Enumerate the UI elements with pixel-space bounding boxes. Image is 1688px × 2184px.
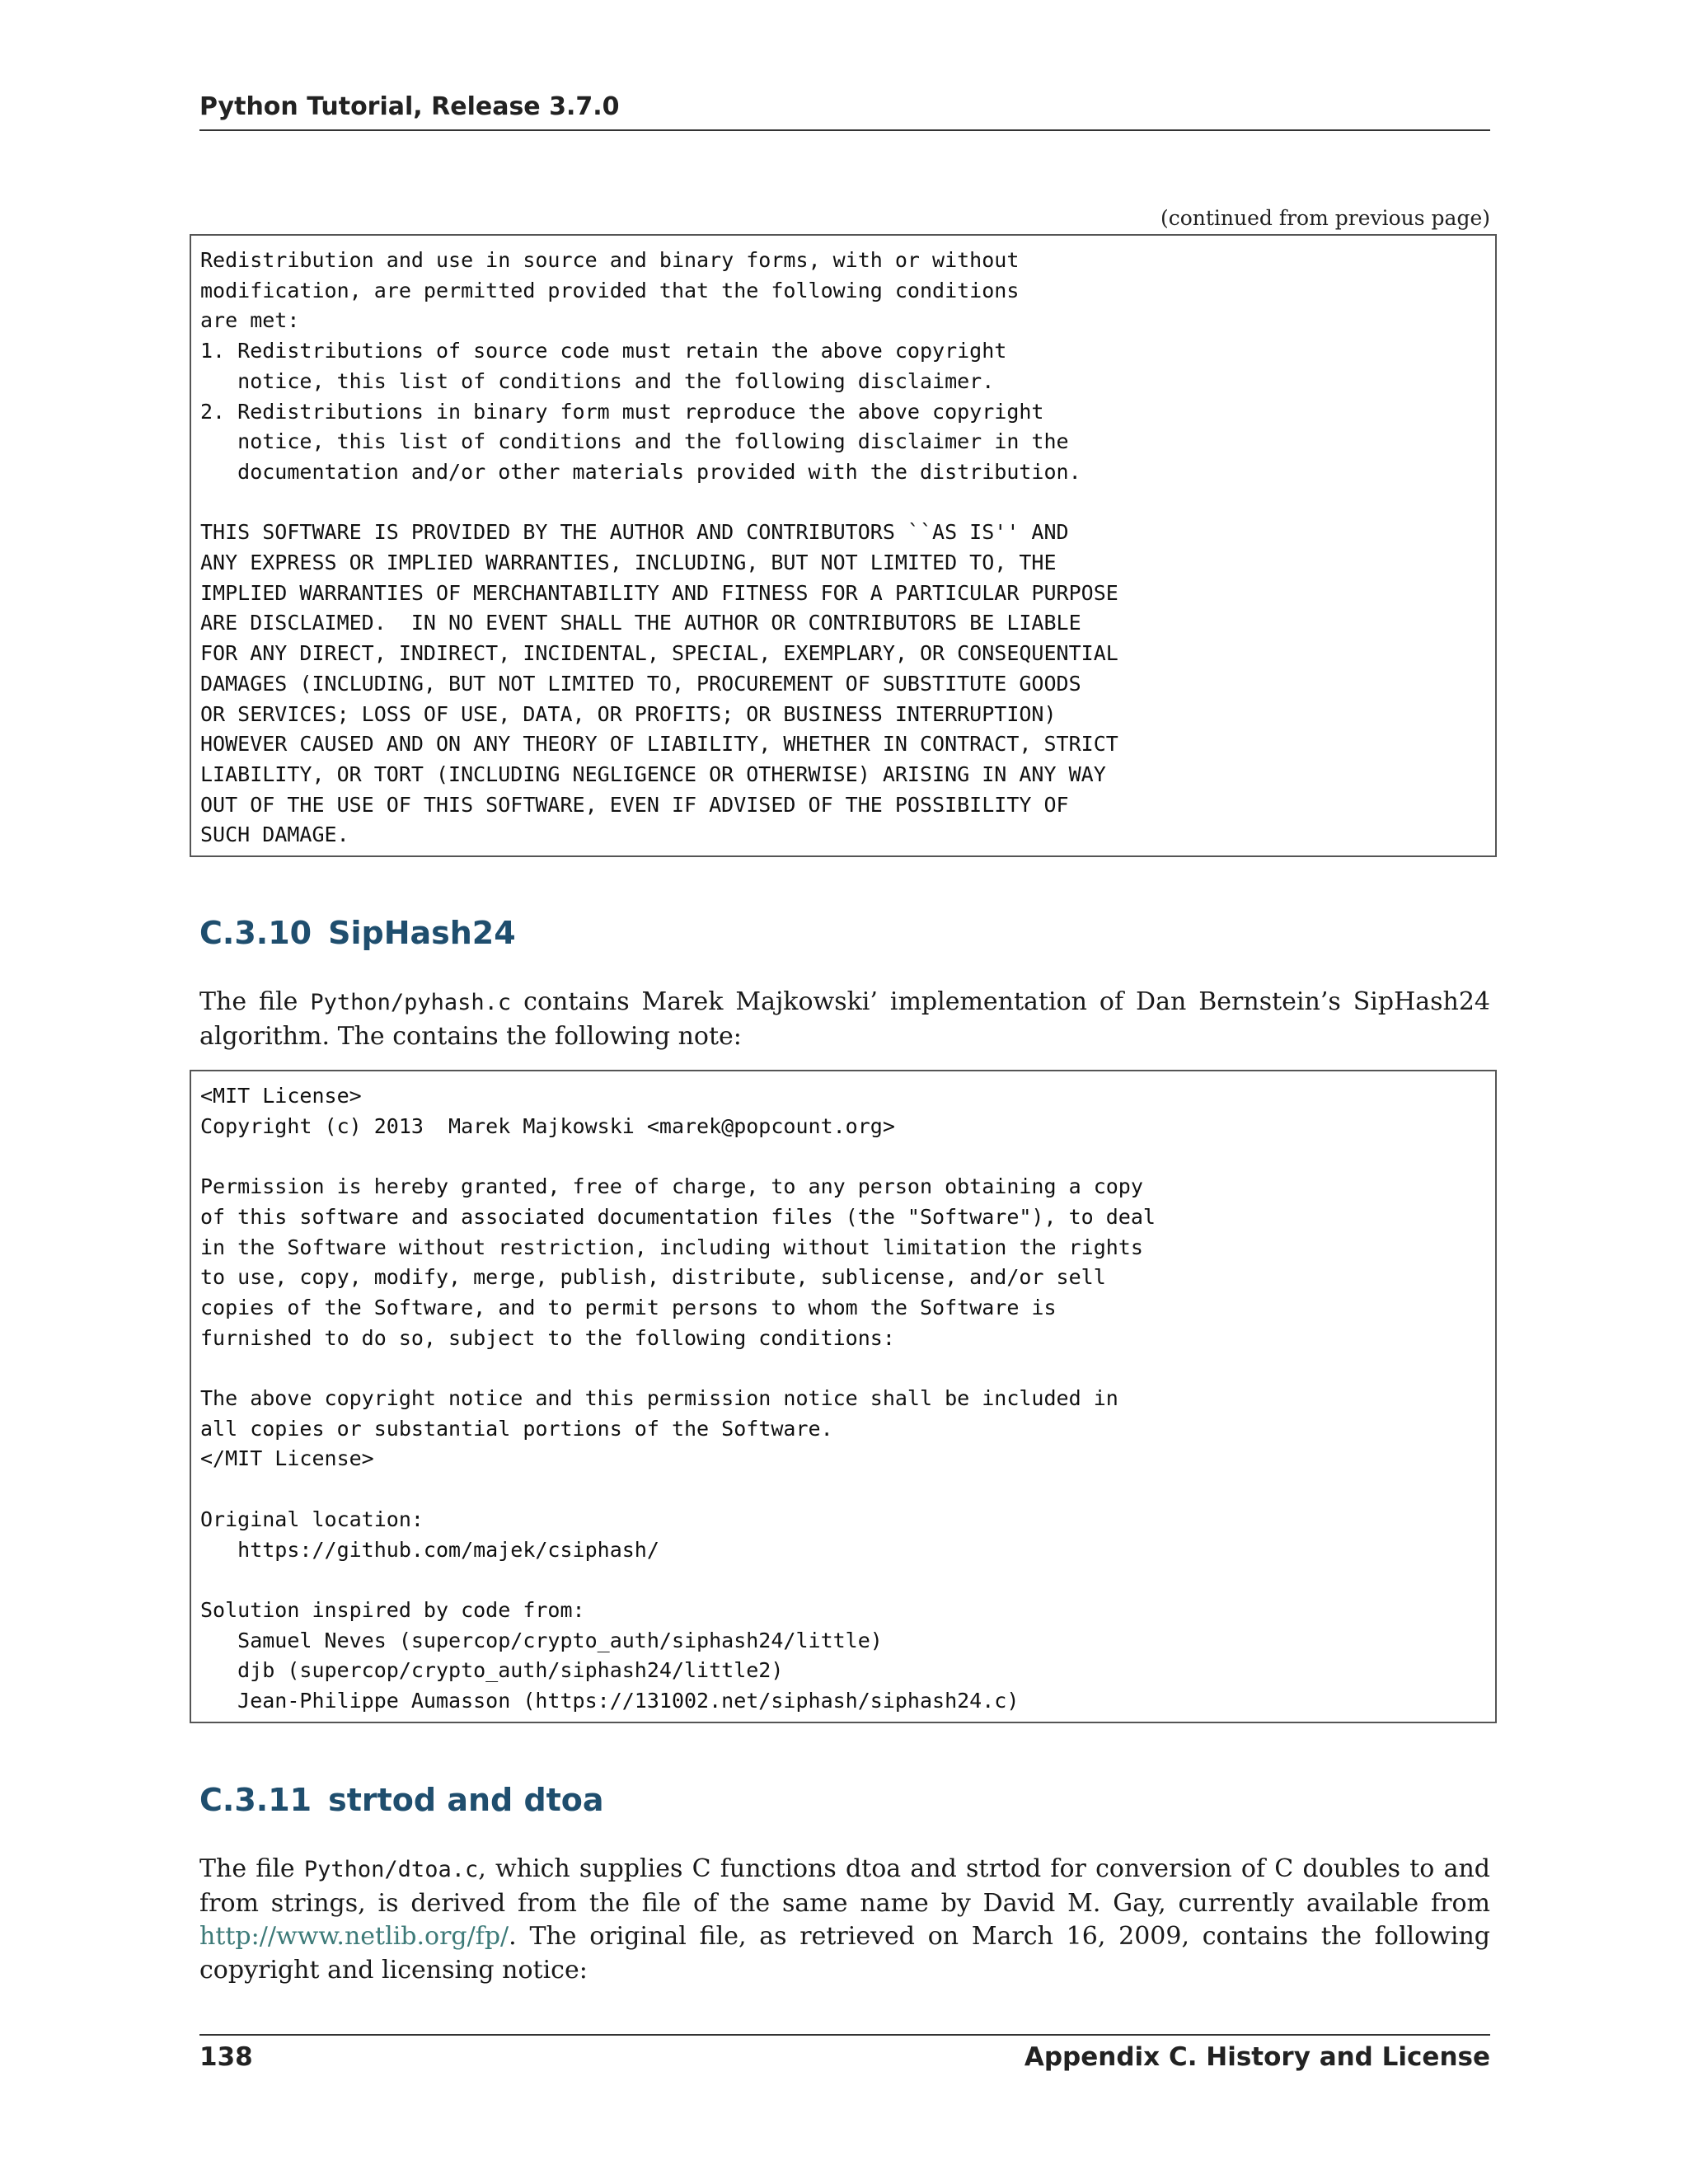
- paragraph-text: The file: [199, 987, 311, 1016]
- paragraph-text: . The original file, as retrieved on March 16, 2009, contains the following copyright and licensing notice:: [199, 1922, 1490, 1985]
- section-heading-siphash24: [199, 915, 516, 951]
- section-number: C.3.11: [199, 1782, 312, 1818]
- running-header-title: Python Tutorial, Release 3.7.0: [199, 92, 620, 121]
- netlib-link[interactable]: http://www.netlib.org/fp/: [199, 1922, 509, 1951]
- paragraph-text: , which supplies C functions dtoa and strtod for conversion of C doubles to and from strings, is derived from the file of the same name by David M. Gay, currently available from: [199, 1854, 1490, 1918]
- section-heading-strtod-dtoa: [199, 1782, 604, 1818]
- page-number: 138: [199, 2042, 253, 2072]
- continued-note: (continued from previous page): [1160, 206, 1490, 230]
- running-footer-chapter: Appendix C. History and License: [1024, 2042, 1490, 2072]
- section-title: SipHash24: [328, 915, 516, 951]
- file-name: Python/pyhash.c: [310, 990, 512, 1015]
- section-title: strtod and dtoa: [328, 1782, 604, 1818]
- file-name: Python/dtoa.c: [303, 1857, 479, 1882]
- siphash-paragraph: [199, 986, 1490, 1053]
- section-number: C.3.10: [199, 915, 312, 951]
- siphash-code-block: [190, 1070, 1497, 1723]
- paragraph-text: The file: [199, 1854, 304, 1883]
- license-code-text: Redistribution and use in source and binary forms, with or without modification, are permitted provided that the following conditions are met: 1. Redistributions of source code must retain the above copyright notice, this list of conditions and the following disclaimer. 2. Redistributions in binary form must reproduce the above copyright notice, this list of conditions and the following disclaimer in the documentation and/or other materials provided with the distribution. THIS SOFTWARE IS PROVIDED BY THE AUTHOR AND CONTRIBUTORS ``AS IS'' AND ANY EXPRESS OR IMPLIED WARRANTIES, INCLUDING, BUT NOT LIMITED TO, THE IMPLIED WARRANTIES OF MERCHANTABILITY AND FITNESS FOR A PARTICULAR PURPOSE ARE DISCLAIMED. IN NO EVENT SHALL THE AUTHOR OR CONTRIBUTORS BE LIABLE FOR ANY DIRECT, INDIRECT, INCIDENTAL, SPECIAL, EXEMPLARY, OR CONSEQUENTIAL DAMAGES (INCLUDING, BUT NOT LIMITED TO, PROCUREMENT OF SUBSTITUTE GOODS OR SERVICES; LOSS OF USE, DATA, OR PROFITS; OR BUSINESS INTERRUPTION) HOWEVER CAUSED AND ON ANY THEORY OF LIABILITY, WHETHER IN CONTRACT, STRICT LIABILITY, OR TORT (INCLUDING NEGLIGENCE OR OTHERWISE) ARISING IN ANY WAY OUT OF THE USE OF THIS SOFTWARE, EVEN IF ADVISED OF THE POSSIBILITY OF SUCH DAMAGE.: [200, 248, 1118, 847]
- siphash-code-text: <MIT License> Copyright (c) 2013 Marek Majkowski <marek@popcount.org> Permission is hereby granted, free of charge, to any person obtaining a copy of this software and associated documentation files (the "Software"), to deal in the Software without restriction, including without limitation the rights to use, copy, modify, merge, publish, distribute, sublicense, and/or sell copies of the Software, and to permit persons to whom the Software is furnished to do so, subject to the following conditions: The above copyright notice and this permission notice shall be included in all copies or substantial portions of the Software. </MIT License> Original location: https://github.com/majek/csiphash/ Solution inspired by code from: Samuel Neves (supercop/crypto_auth/siphash24/little) djb (supercop/crypto_auth/siphash24/little2) Jean-Philippe Aumasson (https://131002.net/siphash/siphash24.c): [200, 1084, 1156, 1713]
- footer-rule: [199, 2034, 1490, 2036]
- dtoa-paragraph: [199, 1853, 1490, 1987]
- license-code-block: [190, 234, 1497, 857]
- header-rule: [199, 129, 1490, 131]
- paragraph-text: contains Marek Majkowski’ implementation of Dan Bernstein’s SipHash24 algorithm. The contains the following note:: [199, 987, 1491, 1051]
